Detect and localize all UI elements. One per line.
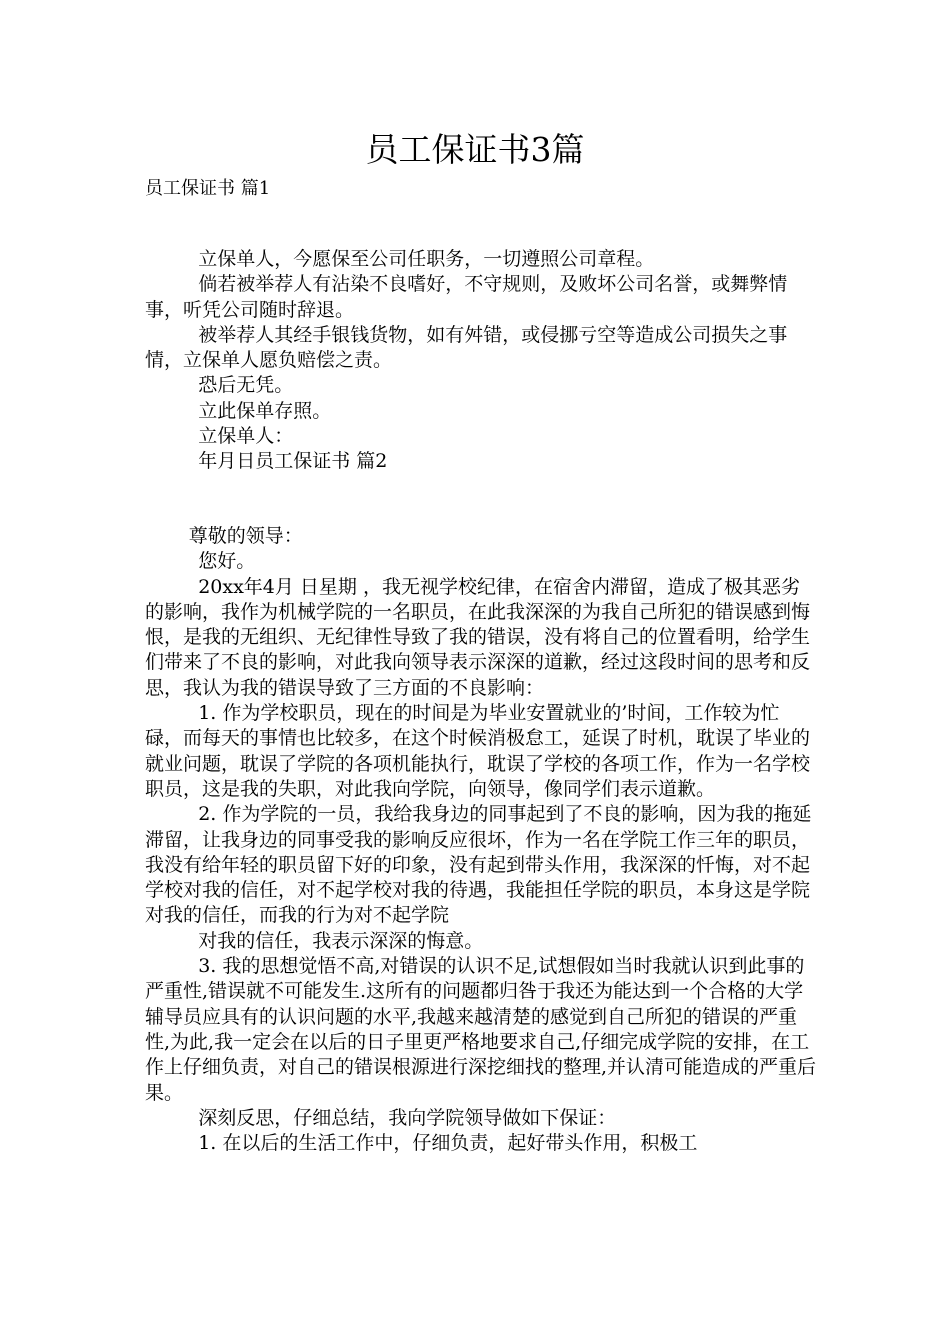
paragraph: 年月日员工保证书 篇2: [198, 450, 388, 473]
greeting: 您好。: [198, 550, 256, 573]
paragraph: 20xx年4月 日星期 ，我无视学校纪律，在宿舍内滞留，造成了极其恶劣的影响，我作为机械学院的一名职员，在此我深深的为我自己所犯的错误感到悔恨，是我的无组织、无纪律性导致了我的错误，没有将自己的位置看明，给学生们带来了不良的影响，对此我向领导表示深深的道歉，经过这段时间的思考和反思，我认为我的错误导致了三方面的不良影响：: [145, 575, 811, 699]
paragraph: 被举荐人其经手银钱货物，如有舛错，或侵挪亏空等造成公司损失之事情，立保单人愿负赔偿之责。: [145, 323, 788, 372]
paragraph: 2. 作为学院的一员，我给我身边的同事起到了不良的影响，因为我的拖延滞留，让我身边的同事受我的影响反应很坏，作为一名在学院工作三年的职员，我没有给年轻的职员留下好的印象，没有起到带头作用，我深深的忏悔，对不起学校对我的信任，对不起学校对我的待遇，我能担任学院的职员，本身这是学院对我的信任，而我的行为对不起学院: [145, 803, 812, 927]
paragraph: 深刻反思，仔细总结，我向学院领导做如下保证：: [198, 1106, 617, 1129]
paragraph: 1. 在以后的生活工作中，仔细负责，起好带头作用，积极工: [198, 1132, 698, 1155]
section-1-body: [145, 247, 817, 475]
section-1-label: 员工保证书 篇1: [145, 178, 271, 199]
paragraph: 立保单人：: [198, 425, 294, 448]
paragraph: 对我的信任，我表示深深的悔意。: [198, 929, 484, 952]
paragraph: 恐后无凭。: [198, 374, 294, 397]
paragraph: 立保单人，今愿保至公司任职务，一切遵照公司章程。: [198, 248, 655, 270]
paragraph: 1. 作为学校职员，现在的时间是为毕业安置就业的’时间，工作较为忙碌，而每天的事情也比较多，在这个时候消极怠工，延误了时机，耽误了毕业的就业问题，耽误了学院的各项机能执行，耽误了学校的各项工作，作为一名学校职员，这是我的失职，对此我向学院，向领导，像同学们表示道歉。: [145, 702, 811, 800]
paragraph: 立此保单存照。: [198, 399, 332, 422]
section-2-body: [145, 524, 817, 1156]
paragraph: 倘若被举荐人有沾染不良嗜好，不守规则，及败坏公司名誉，或舞弊情事，听凭公司随时辞退。: [145, 273, 788, 321]
document-title: 员工保证书3篇: [365, 130, 585, 169]
paragraph: 3. 我的思想觉悟不高,对错误的认识不足,试想假如当时我就认识到此事的严重性,错误就不可能发生.这所有的问题都归咎于我还为能达到一个合格的大学辅导员应具有的认识问题的水平,我越来越清楚的感觉到自己所犯的错误的严重性,为此,我一定会在以后的日子里更严格地要求自己,仔细完成学院的安排，在工作上仔细负责，对自己的错误根源进行深挖细找的整理,并认清可能造成的严重后果。: [145, 955, 817, 1104]
salutation: 尊敬的领导：: [188, 525, 303, 547]
